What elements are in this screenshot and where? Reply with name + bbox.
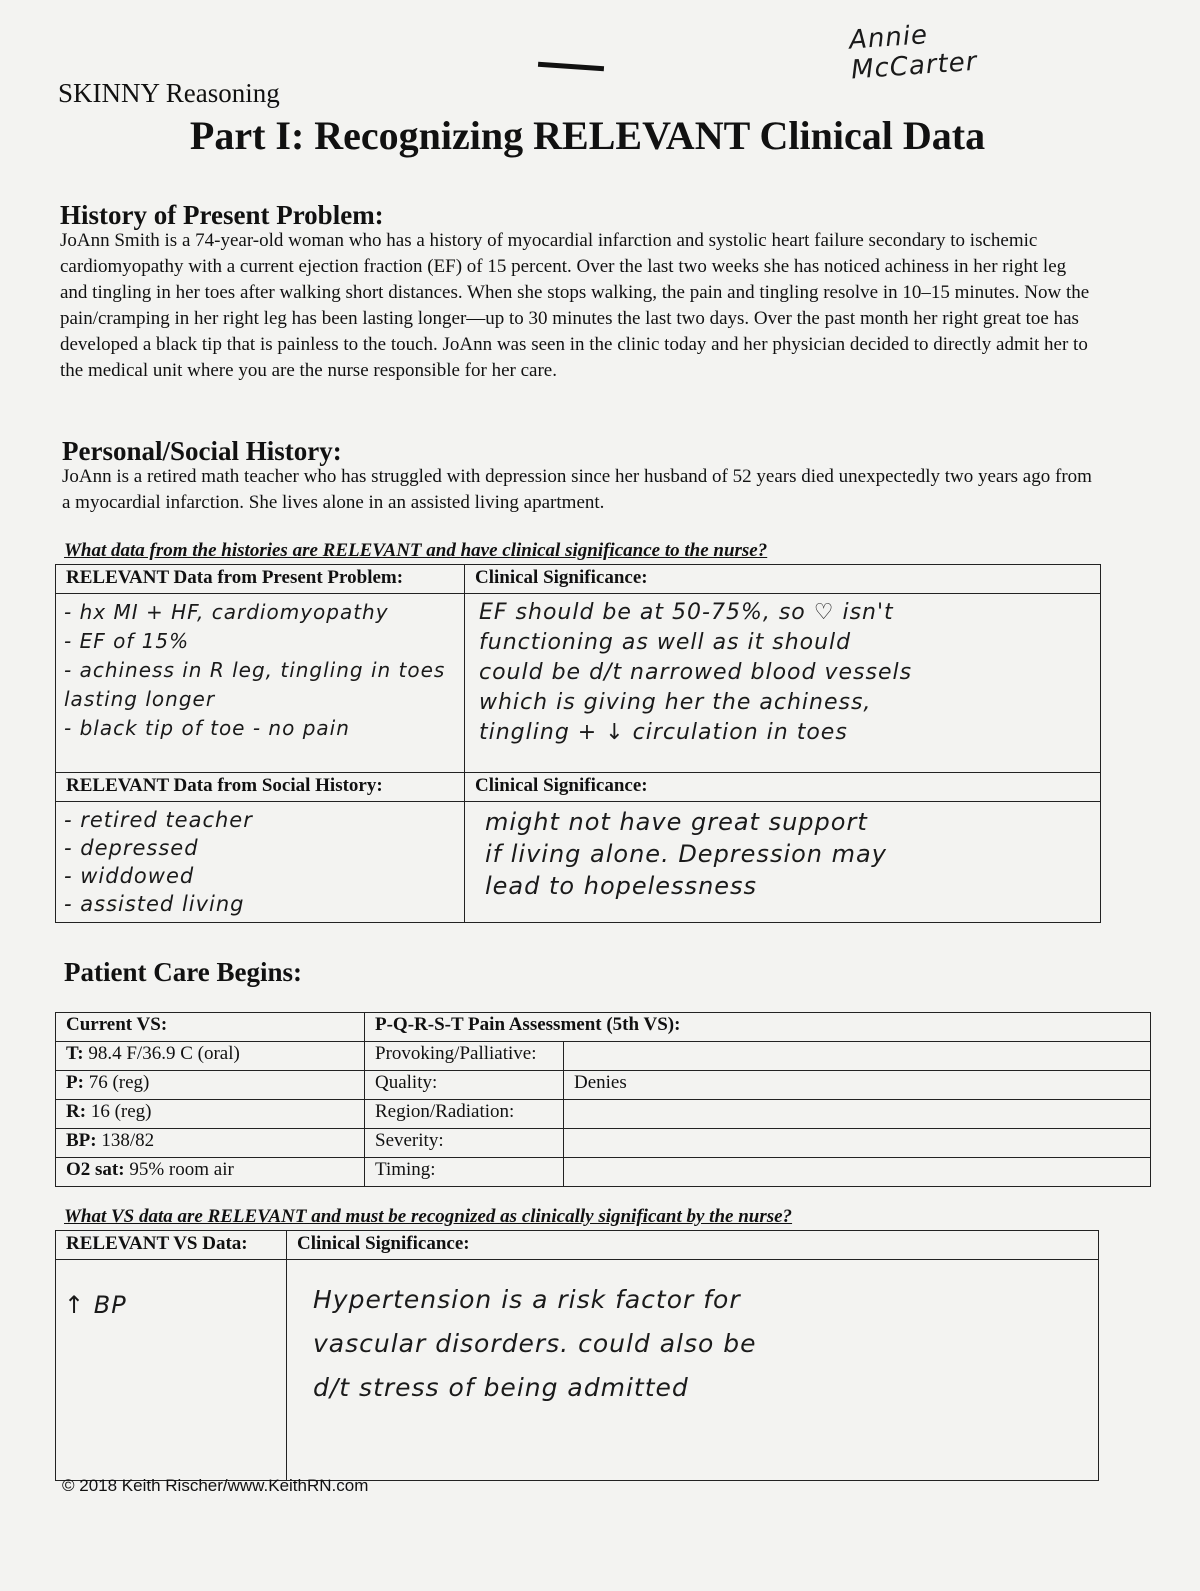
vs-bp: BP: 138/82	[56, 1129, 365, 1158]
present-significance-notes[interactable]	[465, 594, 1101, 773]
vital-signs-table	[55, 1012, 1151, 1187]
header-current-vs: Current VS:	[56, 1013, 365, 1042]
vs-o2: O2 sat: 95% room air	[56, 1158, 365, 1187]
note-line: might not have great support	[485, 808, 868, 836]
pain-value[interactable]	[564, 1158, 1151, 1187]
note-line: - depressed	[64, 836, 199, 860]
vs-significance-notes[interactable]	[287, 1260, 1099, 1481]
note-line: could be d/t narrowed blood vessels	[479, 660, 913, 685]
pain-label: Timing:	[365, 1158, 564, 1187]
note-line: if living alone. Depression may	[485, 840, 887, 868]
pain-label: Provoking/Palliative:	[365, 1042, 564, 1071]
student-name: Annie McCarter	[848, 20, 979, 86]
header-pain-assessment: P-Q-R-S-T Pain Assessment (5th VS):	[365, 1013, 1151, 1042]
vs-row	[56, 1100, 1151, 1129]
note-line: vascular disorders. could also be	[313, 1329, 757, 1358]
social-history-notes[interactable]	[56, 802, 465, 923]
pain-value[interactable]: Denies	[564, 1071, 1151, 1100]
present-problem-notes[interactable]	[56, 594, 465, 773]
note-line: - EF of 15%	[64, 629, 190, 653]
patient-care-heading: Patient Care Begins:	[64, 957, 302, 987]
vs-resp: R: 16 (reg)	[56, 1100, 365, 1129]
header-social-history: RELEVANT Data from Social History:	[56, 773, 465, 802]
note-line: - widdowed	[64, 864, 195, 888]
note-line: EF should be at 50-75%, so ♡ isn't	[479, 600, 894, 625]
question-vs: What VS data are RELEVANT and must be recognized as clinically significant by the nurse?	[64, 1206, 793, 1227]
pain-value[interactable]	[564, 1042, 1151, 1071]
note-line: d/t stress of being admitted	[313, 1373, 689, 1402]
histories-table	[55, 564, 1101, 923]
question-histories: What data from the histories are RELEVANT and have clinical significance to the nurse?	[64, 540, 768, 561]
header-present-problem: RELEVANT Data from Present Problem:	[56, 565, 465, 594]
page-title: Part I: Recognizing RELEVANT Clinical Data	[189, 113, 986, 158]
pain-value[interactable]	[564, 1100, 1151, 1129]
vs-row	[56, 1042, 1151, 1071]
vs-row	[56, 1129, 1151, 1158]
note-line: tingling + ↓ circulation in toes	[479, 720, 848, 745]
note-line: - retired teacher	[64, 808, 253, 832]
psh-heading: Personal/Social History:	[62, 436, 342, 466]
note-line: - black tip of toe - no pain	[64, 716, 350, 740]
note-line: - achiness in R leg, tingling in toes	[64, 658, 446, 682]
hpp-heading: History of Present Problem:	[60, 200, 384, 230]
vs-row	[56, 1071, 1151, 1100]
note-line: Hypertension is a risk factor for	[313, 1285, 741, 1314]
note-line: lead to hopelessness	[485, 872, 758, 900]
note-line: - hx MI + HF, cardiomyopathy	[64, 600, 389, 624]
pain-label: Severity:	[365, 1129, 564, 1158]
header-relevant-vs: RELEVANT VS Data:	[56, 1231, 287, 1260]
note-line: ↑ BP	[64, 1291, 127, 1319]
note-line: lasting longer	[64, 687, 216, 711]
pain-label: Quality:	[365, 1071, 564, 1100]
vs-significance-table	[55, 1230, 1099, 1481]
header-vs-significance: Clinical Significance:	[287, 1231, 1099, 1260]
vs-pulse: P: 76 (reg)	[56, 1071, 365, 1100]
psh-text: JoAnn is a retired math teacher who has struggled with depression since her husband of 52 years died unexpectedly two years ago from a myocardial infarction. She lives alone in an assisted living apartment.	[62, 466, 1092, 513]
note-line: which is giving her the achiness,	[479, 690, 872, 715]
header-significance-social: Clinical Significance:	[465, 773, 1101, 802]
relevant-vs-notes[interactable]	[56, 1260, 287, 1481]
social-significance-notes[interactable]	[465, 802, 1101, 923]
pain-value[interactable]	[564, 1129, 1151, 1158]
series-label: SKINNY Reasoning	[58, 78, 280, 108]
note-line: functioning as well as it should	[479, 630, 852, 655]
vs-temp: T: 98.4 F/36.9 C (oral)	[56, 1042, 365, 1071]
note-line: - assisted living	[64, 892, 245, 916]
hpp-text: JoAnn Smith is a 74-year-old woman who has a history of myocardial infarction and systolic heart failure secondary to ischemic cardiomyopathy with a current ejection fraction (EF) of 15 percent. Over the last two weeks she has noticed achiness in her right leg and tingling in her toes after walking short distances. When she stops walking, the pain and tingling resolve in 10–15 minutes. Now the pain/cramping in her right leg has been lasting longer—up to 30 minutes the last two days. Over the past month her right great toe has developed a black tip that is painless to the touch. JoAnn was seen in the clinic today and her physician decided to directly admit her to the medical unit where you are the nurse responsible for her care.	[60, 230, 1090, 381]
pen-mark	[538, 62, 604, 72]
vs-row	[56, 1158, 1151, 1187]
header-significance-present: Clinical Significance:	[465, 565, 1101, 594]
copyright-footer: © 2018 Keith Rischer/www.KeithRN.com	[62, 1476, 369, 1495]
pain-label: Region/Radiation:	[365, 1100, 564, 1129]
